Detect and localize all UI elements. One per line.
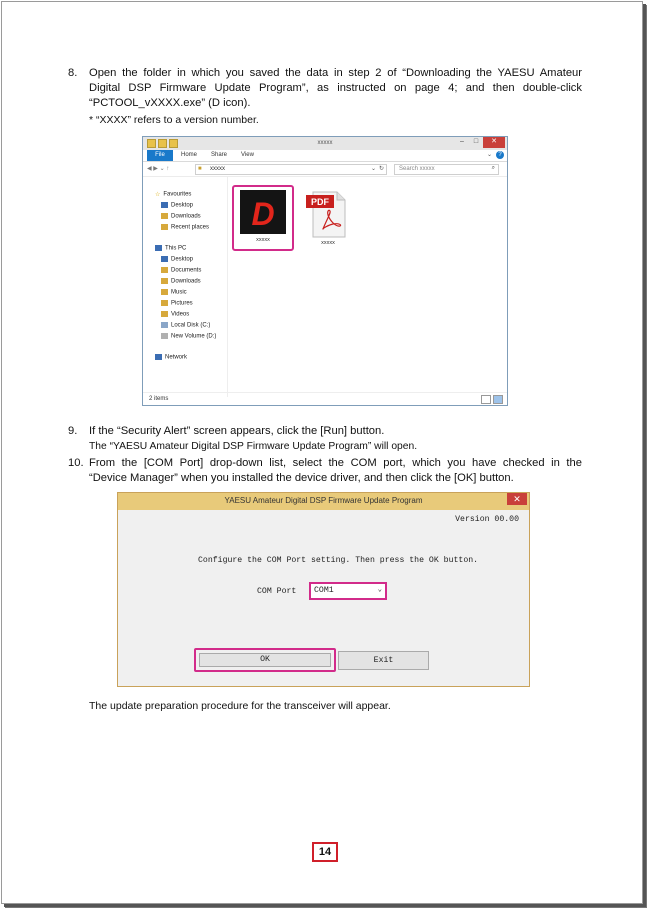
nav-item-new-volume[interactable]: New Volume (D:) xyxy=(161,333,216,340)
chevron-down-icon[interactable]: ⌄ xyxy=(486,152,492,158)
maximize-button[interactable]: □ xyxy=(473,138,479,145)
folder-icon: ■ xyxy=(198,166,202,172)
view-toggle[interactable] xyxy=(479,395,503,406)
nav-item-recent-places[interactable]: Recent places xyxy=(161,224,209,231)
folder-icon xyxy=(161,213,168,219)
desktop-icon xyxy=(161,202,168,208)
folder-icon xyxy=(161,267,168,273)
address-bar[interactable] xyxy=(195,164,387,175)
close-button[interactable]: ✕ xyxy=(483,137,505,148)
details-view-icon[interactable] xyxy=(481,395,491,404)
help-icon[interactable]: ? xyxy=(496,151,504,159)
title-bar xyxy=(143,137,507,150)
title-bar xyxy=(118,493,529,510)
result-text: The update preparation procedure for the transceiver will appear. xyxy=(89,700,391,712)
file-name: xxxxx xyxy=(321,240,335,246)
computer-icon xyxy=(155,245,162,251)
step-text: Open the folder in which you saved the data in step 2 of “Downloading the YAESU Amateur xyxy=(89,67,582,79)
step-text: The “YAESU Amateur Digital DSP Firmware Update Program” will open. xyxy=(89,441,418,452)
nav-item-desktop[interactable]: Desktop xyxy=(161,202,193,209)
drive-icon xyxy=(161,333,168,339)
status-bar xyxy=(143,392,507,405)
address-path: xxxxx xyxy=(210,166,225,172)
tab-share[interactable]: Share xyxy=(211,152,228,158)
minimize-button[interactable]: – xyxy=(460,138,464,145)
nav-arrows[interactable]: ◀ ▶ ⌄ ↑ xyxy=(147,166,170,172)
refresh-icon[interactable]: ↻ xyxy=(378,166,384,172)
exit-button[interactable]: Exit xyxy=(338,651,429,670)
ok-button[interactable]: OK xyxy=(199,653,331,667)
folder-icon xyxy=(161,278,168,284)
nav-item-downloads[interactable]: Downloads xyxy=(161,278,201,285)
folder-icon xyxy=(161,300,168,306)
svg-text:D: D xyxy=(251,196,275,232)
pane-divider xyxy=(227,177,228,397)
com-port-label: COM Port xyxy=(257,587,297,596)
desktop-icon xyxy=(161,256,168,262)
step-number: 9. xyxy=(68,425,78,437)
search-placeholder: Search xxxxx xyxy=(399,166,435,172)
file-item-pdf[interactable] xyxy=(303,189,353,249)
explorer-window xyxy=(142,136,508,406)
tab-home[interactable]: Home xyxy=(181,152,198,158)
close-button[interactable]: ✕ xyxy=(507,493,527,505)
page-number: 14 xyxy=(312,842,338,862)
star-icon: ☆ xyxy=(155,192,161,198)
pdf-icon xyxy=(303,189,353,239)
step-number: 10. xyxy=(68,457,84,469)
d-app-icon xyxy=(240,190,286,234)
nav-item-desktop[interactable]: Desktop xyxy=(161,256,193,263)
dialog-body xyxy=(122,510,525,682)
nav-item-local-disk[interactable]: Local Disk (C:) xyxy=(161,322,210,329)
nav-item-downloads[interactable]: Downloads xyxy=(161,213,201,220)
window-title: xxxxx xyxy=(317,140,333,146)
step-number: 8. xyxy=(68,67,78,79)
ribbon xyxy=(143,150,507,162)
chevron-down-icon[interactable]: ⌄ xyxy=(377,586,382,594)
folder-icon xyxy=(161,224,168,230)
nav-item-documents[interactable]: Documents xyxy=(161,267,201,274)
instruction-text: Configure the COM Port setting. Then press the OK button. xyxy=(198,556,479,565)
step-text: From the [COM Port] drop-down list, select the COM port, which you have checked in the xyxy=(89,457,582,469)
chevron-down-icon[interactable]: ⌄ xyxy=(370,166,376,172)
file-name: xxxxx xyxy=(256,237,270,243)
search-input[interactable] xyxy=(394,164,499,175)
folder-icon xyxy=(161,289,168,295)
version-note: * “XXXX” refers to a version number. xyxy=(89,114,259,126)
nav-item-videos[interactable]: Videos xyxy=(161,311,189,318)
version-label: Version 00.00 xyxy=(455,515,519,524)
nav-item-music[interactable]: Music xyxy=(161,289,187,296)
nav-item-pictures[interactable]: Pictures xyxy=(161,300,193,307)
dialog-title: YAESU Amateur Digital DSP Firmware Update Program xyxy=(224,496,423,505)
svg-text:PDF: PDF xyxy=(311,197,329,207)
search-icon: ⌕ xyxy=(491,165,495,171)
address-row xyxy=(143,162,507,177)
large-icons-view-icon[interactable] xyxy=(493,395,503,404)
file-item-pctool[interactable] xyxy=(232,185,294,251)
nav-item-favourites[interactable]: ☆ Favourites xyxy=(155,191,192,198)
step-text: “Device Manager” when you installed the device driver, and then click the [OK] button. xyxy=(89,472,514,484)
drive-icon xyxy=(161,322,168,328)
step-text: “PCTOOL_vXXXX.exe” (D icon). xyxy=(89,97,251,109)
step-text: If the “Security Alert” screen appears, click the [Run] button. xyxy=(89,425,385,437)
folder-icon xyxy=(161,311,168,317)
item-count: 2 items xyxy=(149,396,169,402)
com-port-value: COM1 xyxy=(314,586,334,595)
nav-item-network[interactable]: Network xyxy=(155,354,187,361)
tab-file[interactable]: File xyxy=(147,150,173,161)
tab-view[interactable]: View xyxy=(241,152,254,158)
nav-item-this-pc[interactable]: This PC xyxy=(155,245,186,252)
com-port-select[interactable] xyxy=(309,582,387,600)
step-text: Digital DSP Firmware Update Program”, as instructed on page 4; and then double-click xyxy=(89,82,582,94)
ok-button-highlight xyxy=(194,648,336,672)
network-icon xyxy=(155,354,162,360)
firmware-update-dialog xyxy=(117,492,530,687)
